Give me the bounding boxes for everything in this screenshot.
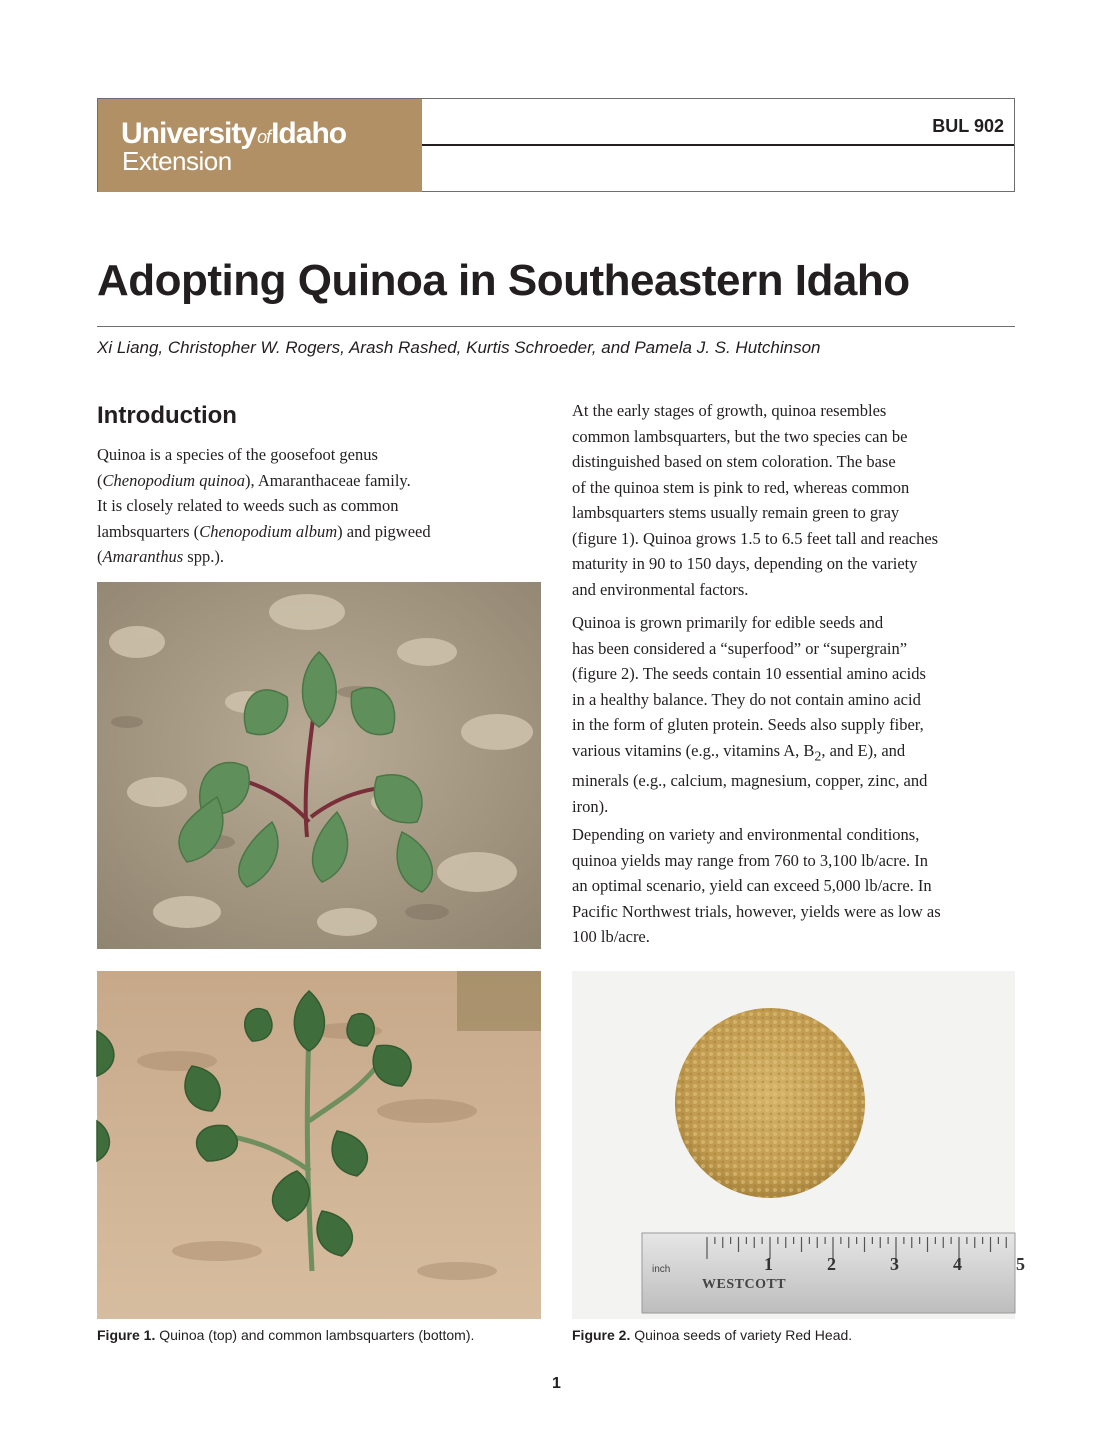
growth-paragraph xyxy=(572,398,1015,602)
ruler-number: 4 xyxy=(953,1254,962,1274)
logo-idaho: Idaho xyxy=(271,117,347,150)
text-line xyxy=(572,738,1015,769)
figure-2-text: Quinoa seeds of variety Red Head. xyxy=(630,1327,853,1343)
quinoa-seeds-illustration xyxy=(572,971,1015,1319)
ruler-brand: WESTCOTT xyxy=(702,1277,787,1292)
lambsquarters-plant-photo xyxy=(97,971,541,1319)
text-line: lambsquarters stems usually remain green to gray xyxy=(572,503,900,522)
header-banner xyxy=(97,98,1015,192)
ruler-number: 1 xyxy=(764,1254,773,1274)
ruler-number: 2 xyxy=(827,1254,836,1274)
figure-1-caption xyxy=(97,1327,474,1343)
text-line: Quinoa is grown primarily for edible seeds and xyxy=(572,613,884,632)
text-line: 100 lb/acre. xyxy=(572,927,650,946)
section-heading-introduction: Introduction xyxy=(97,402,237,429)
text-line: (figure 2). The seeds contain 10 essential amino acids xyxy=(572,664,926,683)
text-line xyxy=(97,468,542,494)
text-line: in the form of gluten protein. Seeds also supply fiber, xyxy=(572,715,924,734)
nutrition-paragraph xyxy=(572,610,1015,819)
logo-of: of xyxy=(257,127,271,147)
figure-1-text: Quinoa (top) and common lambsquarters (bottom). xyxy=(155,1327,475,1343)
text-line: Pacific Northwest trials, however, yields were as low as xyxy=(572,901,941,921)
text-span: ), Amaranthaceae family. xyxy=(245,470,411,490)
text-span: lambsquarters ( xyxy=(97,521,200,541)
genus-name: Amaranthus xyxy=(102,547,184,566)
text-line: minerals (e.g., calcium, magnesium, copper, zinc, and xyxy=(572,771,928,791)
quinoa-plant-illustration xyxy=(97,582,541,949)
text-line: an optimal scenario, yield can exceed 5,000 lb/acre. In xyxy=(572,876,932,895)
text-line: Depending on variety and environmental conditions, xyxy=(572,825,920,844)
text-line: maturity in 90 to 150 days, depending on the variety xyxy=(572,554,918,573)
text-span: spp.). xyxy=(183,547,224,566)
text-span: ) and pigweed xyxy=(337,521,431,541)
text-line xyxy=(97,544,542,570)
figure-1-label: Figure 1. xyxy=(97,1327,156,1343)
university-logo xyxy=(98,99,422,192)
logo-extension: Extension xyxy=(122,146,232,176)
text-line: (figure 1). Quinoa grows 1.5 to 6.5 feet tall and reaches xyxy=(572,528,939,548)
text-line: quinoa yields may range from 760 to 3,100 lb/acre. In xyxy=(572,850,929,870)
text-line: common lambsquarters, but the two species can be xyxy=(572,426,908,446)
figure-2-caption xyxy=(572,1327,852,1343)
authors-line: Xi Liang, Christopher W. Rogers, Arash Rashed, Kurtis Schroeder, and Pamela J. S. Hutchinson xyxy=(97,338,821,357)
text-line xyxy=(97,519,542,545)
text-line: Quinoa is a species of the goosefoot genus xyxy=(97,445,378,464)
text-line: of the quinoa stem is pink to red, whereas common xyxy=(572,477,910,497)
text-line: At the early stages of growth, quinoa resembles xyxy=(572,401,887,420)
title-divider xyxy=(97,326,1015,327)
species-name: Chenopodium album xyxy=(199,521,338,541)
banner-divider xyxy=(422,144,1014,146)
ruler-number: 5 xyxy=(1016,1254,1025,1274)
intro-paragraph xyxy=(97,442,542,570)
yield-paragraph xyxy=(572,822,1015,950)
text-line: and environmental factors. xyxy=(572,579,749,599)
text-line: has been considered a “superfood” or “supergrain” xyxy=(572,638,908,658)
logo-university: University xyxy=(121,117,257,150)
ruler-number: 3 xyxy=(890,1254,899,1274)
text-span: ( xyxy=(97,470,103,490)
text-line: It is closely related to weeds such as common xyxy=(97,496,399,515)
figure-2-label: Figure 2. xyxy=(572,1327,631,1343)
quinoa-seeds-photo xyxy=(572,971,1025,1319)
text-span: various vitamins (e.g., vitamins A, B xyxy=(572,740,815,760)
bulletin-number: BUL 902 xyxy=(932,116,1004,136)
lambsquarters-plant-illustration xyxy=(97,971,541,1319)
text-line: in a healthy balance. They do not contain amino acid xyxy=(572,689,921,709)
page-number: 1 xyxy=(552,1375,561,1392)
page-title: Adopting Quinoa in Southeastern Idaho xyxy=(97,256,910,305)
text-span: , and E), and xyxy=(821,740,906,760)
subscript: 2 xyxy=(814,747,822,763)
quinoa-plant-photo xyxy=(97,582,541,949)
text-line: iron). xyxy=(572,796,609,816)
ruler-unit-label: inch xyxy=(652,1264,671,1275)
text-line: distinguished based on stem coloration. The base xyxy=(572,452,896,471)
text-span: ( xyxy=(97,547,103,566)
species-name: Chenopodium quinoa xyxy=(102,470,246,490)
